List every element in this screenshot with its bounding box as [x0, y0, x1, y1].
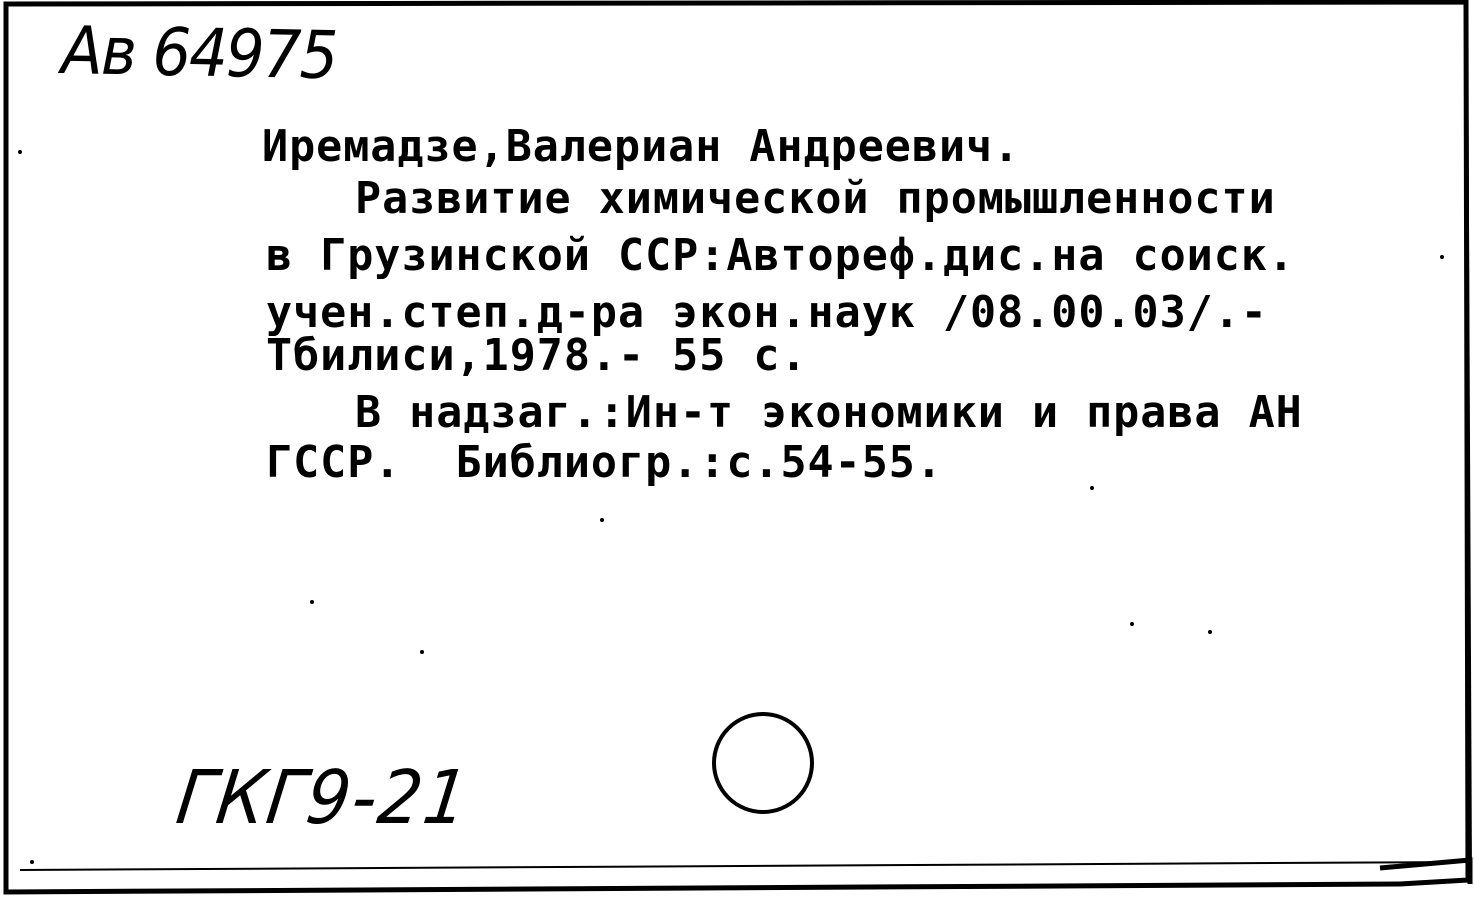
- note-line: В надзаг.:Ин-т экономики и права АН: [355, 387, 1303, 438]
- speck: [1130, 622, 1134, 626]
- title-line: учен.степ.д-ра экон.наук /08.00.03/.-: [266, 287, 1268, 338]
- speck: [310, 600, 314, 604]
- note-line: ГССР. Библиогр.:с.54-55.: [266, 437, 943, 488]
- author-heading: Иремадзе,Валериан Андреевич.: [262, 121, 1021, 172]
- imprint-line: Тбилиси,1978.- 55 с.: [266, 330, 808, 381]
- speck: [18, 150, 22, 154]
- punch-hole: [712, 712, 814, 814]
- speck: [1440, 255, 1444, 259]
- speck: [600, 518, 604, 522]
- call-number: Ав 64975: [60, 12, 338, 95]
- title-line: Развитие химической промышленности: [355, 173, 1276, 224]
- speck: [1090, 486, 1094, 490]
- speck: [1208, 630, 1212, 634]
- inventory-number: ГКГ9-21: [171, 755, 475, 841]
- speck: [420, 650, 424, 654]
- title-line: в Грузинской ССР:Автореф.дис.на соиск.: [266, 230, 1295, 281]
- speck: [30, 860, 34, 864]
